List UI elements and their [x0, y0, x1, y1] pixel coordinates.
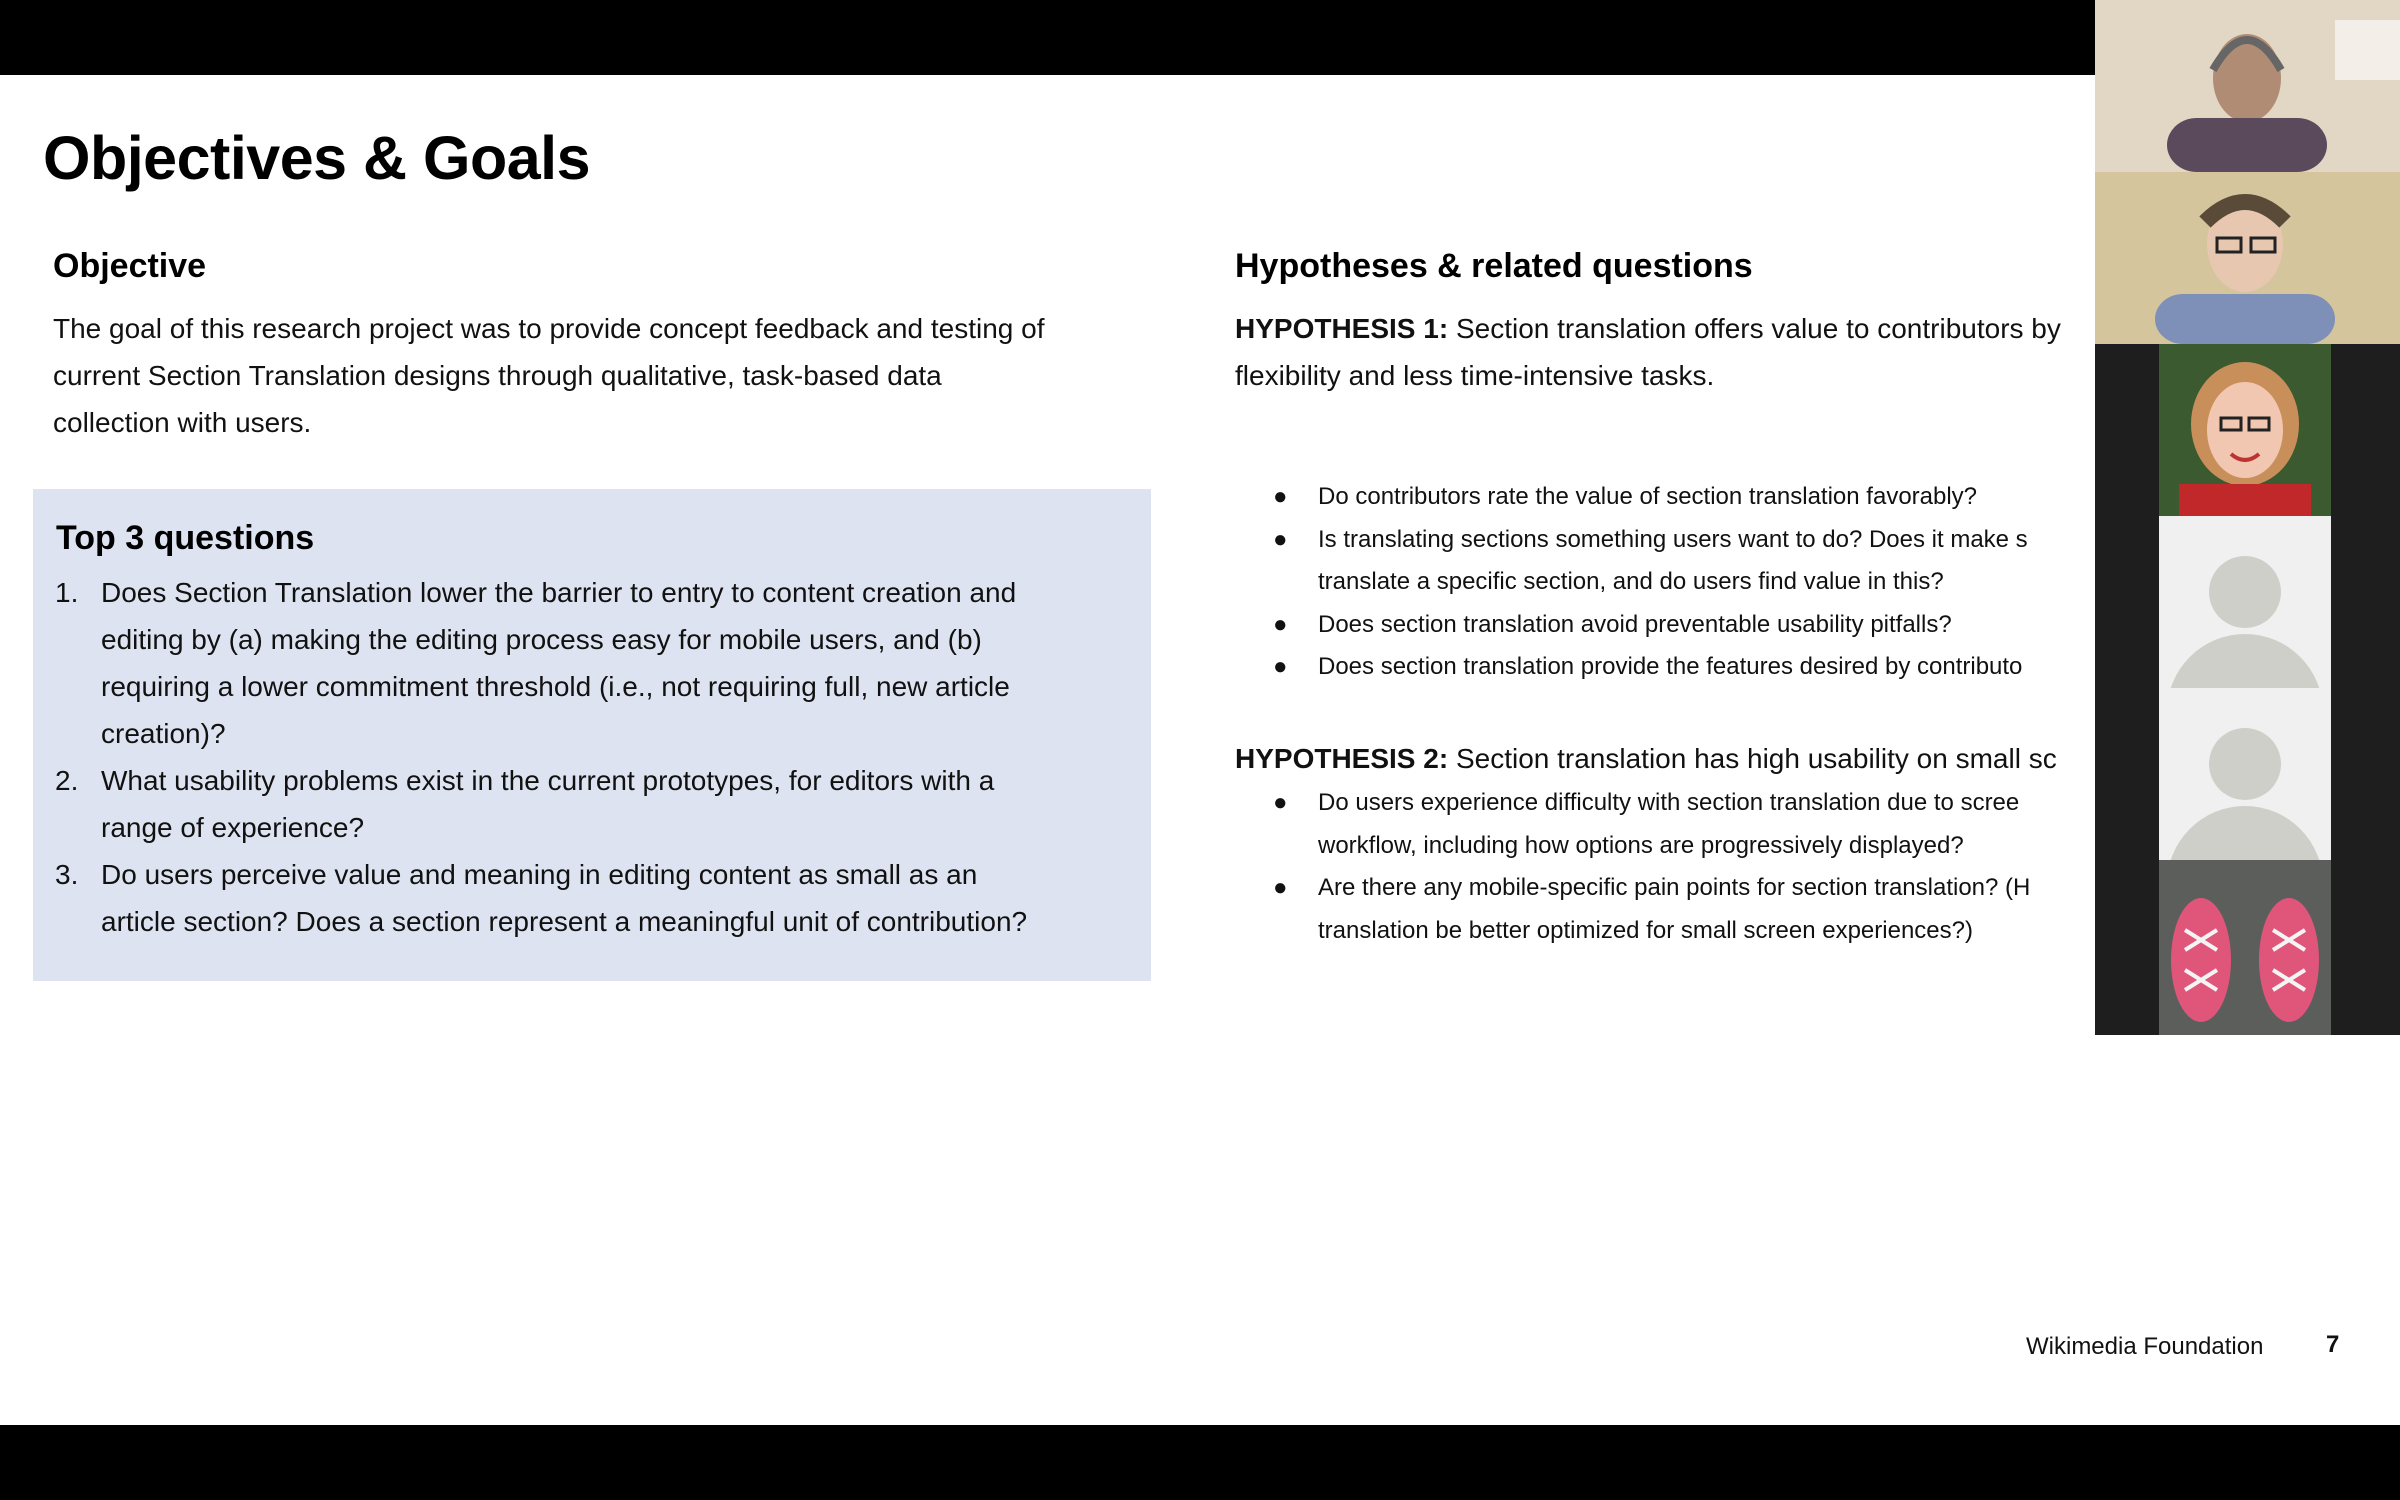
person-video-icon	[2159, 344, 2331, 516]
sneakers-video-icon	[2159, 860, 2331, 1035]
question-bullet	[1235, 476, 2028, 519]
question-line: What usability problems exist in the current prototypes, for editors with a	[101, 765, 995, 796]
hypothesis-1-text: Section translation offers value to contributors by	[1448, 313, 2061, 344]
question-line: Does Section Translation lower the barrier to entry to content creation and	[101, 577, 1017, 608]
objective-line: The goal of this research project was to provide concept feedback and testing of	[53, 313, 1045, 344]
hypothesis-1-label: HYPOTHESIS 1:	[1235, 313, 1449, 344]
question-bullet	[1235, 782, 2030, 867]
question-bullet	[1235, 646, 2028, 689]
question-item	[33, 851, 1133, 945]
hypothesis-1-questions	[1235, 476, 2028, 689]
bullet-icon: ●	[1273, 525, 1288, 553]
question-number: 3.	[55, 859, 79, 890]
bullet-line: Do users experience difficulty with section translation due to scree	[1318, 789, 2020, 816]
objective-line: collection with users.	[53, 407, 312, 438]
participant-video-3[interactable]	[2159, 344, 2331, 516]
participant-video-1[interactable]	[2095, 0, 2400, 172]
bullet-line: translation be better optimized for small screen experiences?)	[1318, 916, 1973, 944]
bullet-line: workflow, including how options are progressively displayed?	[1318, 831, 1964, 859]
bullet-icon: ●	[1273, 789, 1288, 816]
bullet-line: Do contributors rate the value of section translation favorably?	[1318, 483, 1978, 510]
question-line: range of experience?	[101, 812, 365, 843]
question-number: 1.	[55, 577, 79, 608]
avatar-placeholder-body	[2167, 634, 2323, 688]
question-line: article section? Does a section represent a meaningful unit of contribution?	[101, 906, 1028, 937]
top-questions-heading: Top 3 questions	[56, 519, 315, 557]
avatar-placeholder-body	[2167, 806, 2323, 860]
presentation-slide	[0, 75, 2400, 1425]
participant-video-4[interactable]	[2159, 516, 2331, 688]
question-bullet	[1235, 867, 2030, 952]
hypothesis-2-label: HYPOTHESIS 2:	[1235, 743, 1449, 774]
question-line: requiring a lower commitment threshold (i.e., not requiring full, new article	[101, 671, 1010, 702]
top-questions-box	[33, 489, 1151, 981]
question-item	[33, 569, 1133, 757]
hypothesis-2-questions	[1235, 782, 2030, 952]
person-video-icon	[2095, 172, 2400, 344]
question-line: editing by (a) making the editing process easy for mobile users, and (b)	[101, 624, 982, 655]
bullet-line: translate a specific section, and do users find value in this?	[1318, 568, 1944, 595]
question-number: 2.	[55, 765, 79, 796]
hypothesis-1-text-cont: flexibility and less time-intensive tasks.	[1235, 360, 1715, 391]
bullet-icon: ●	[1273, 874, 1288, 901]
bullet-icon: ●	[1273, 483, 1288, 510]
hypothesis-2-text: Section translation has high usability on small sc	[1448, 743, 2057, 774]
slide-number: 7	[2326, 1331, 2340, 1358]
participant-video-6[interactable]	[2159, 860, 2331, 1035]
question-item	[33, 757, 1133, 851]
bullet-line: Does section translation provide the features desired by contributo	[1318, 653, 2023, 680]
participant-video-2[interactable]	[2095, 172, 2400, 344]
bullet-line: Does section translation avoid preventable usability pitfalls?	[1318, 610, 1952, 638]
avatar-placeholder-icon	[2209, 728, 2281, 800]
footer-organization: Wikimedia Foundation	[2026, 1333, 2264, 1360]
question-bullet	[1235, 604, 2028, 647]
top-questions-list	[33, 569, 1133, 945]
objective-text	[53, 305, 1173, 446]
bullet-line: Is translating sections something users want to do? Does it make s	[1318, 525, 2028, 553]
bullet-icon: ●	[1273, 653, 1288, 680]
question-line: Do users perceive value and meaning in editing content as small as an	[101, 859, 978, 890]
question-bullet	[1235, 519, 2028, 604]
bullet-icon: ●	[1273, 610, 1288, 638]
hypotheses-heading: Hypotheses & related questions	[1235, 247, 1753, 285]
bullet-line: Are there any mobile-specific pain points for section translation? (H	[1318, 874, 2031, 901]
question-line: creation)?	[101, 718, 226, 749]
objective-line: current Section Translation designs through qualitative, task-based data	[53, 360, 942, 391]
participant-video-5[interactable]	[2159, 688, 2331, 860]
objective-heading: Objective	[53, 247, 207, 285]
avatar-placeholder-icon	[2209, 556, 2281, 628]
slide-title: Objectives & Goals	[43, 124, 590, 192]
person-video-icon	[2095, 0, 2400, 172]
